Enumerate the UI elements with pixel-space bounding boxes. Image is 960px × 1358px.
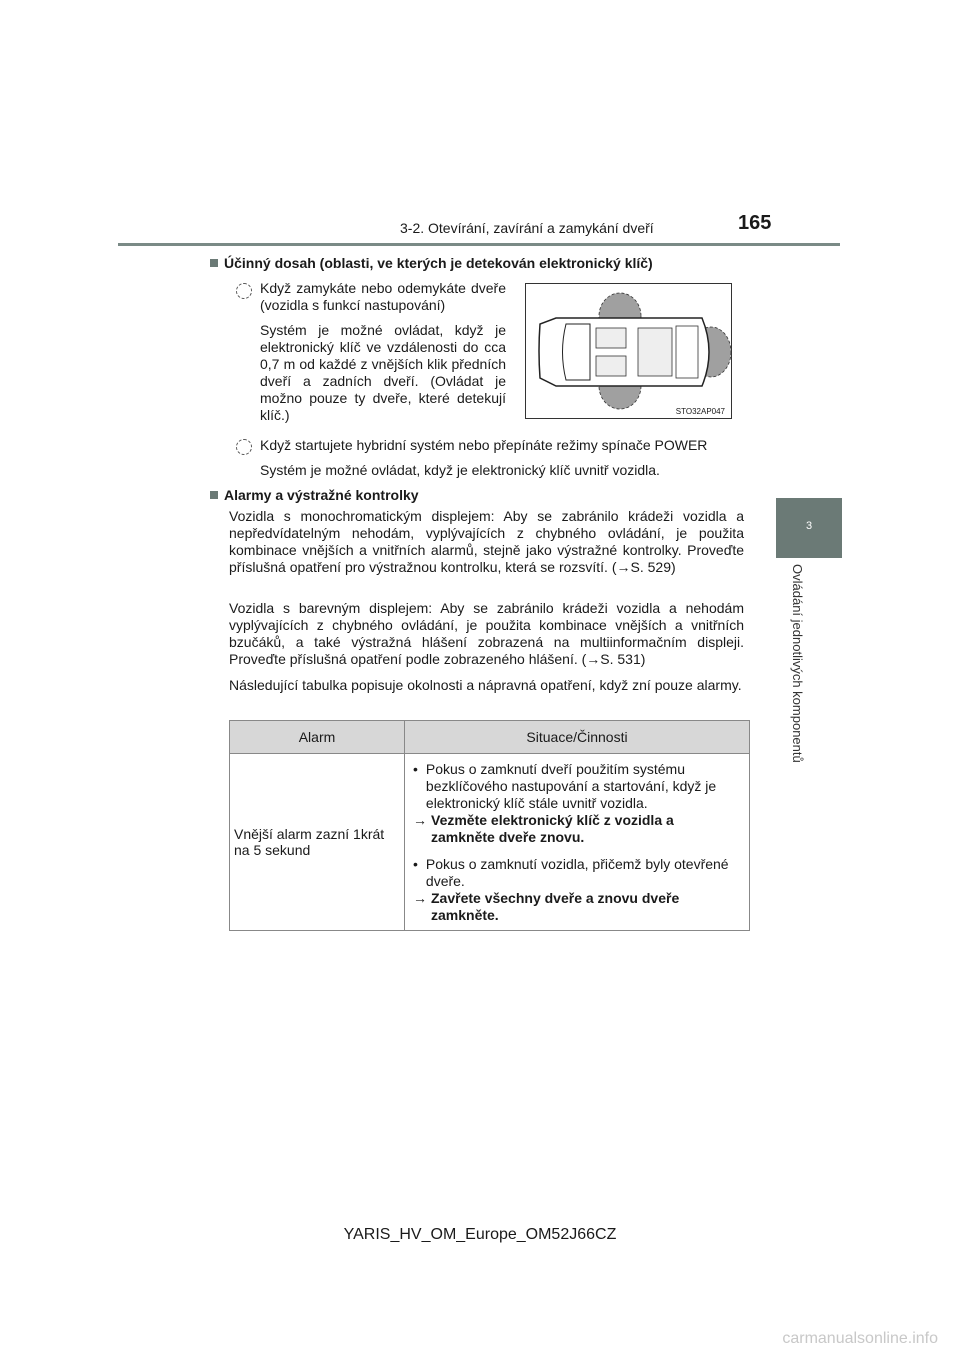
square-bullet-icon	[210, 491, 218, 499]
front-seat-left	[596, 328, 626, 348]
action-text: Zavřete všechny dveře a znovu dveře zamkněte.	[431, 889, 680, 923]
paragraph: Vozidla s barevným displejem: Aby se zabránilo krádeži vozidla a nehodám vyplývajících z chybného ovládání, je použita kombinace vnějších a vnitřních bzučáků, a také výstražná hlášení zobrazená na multiinformačním displeji. Proveďte příslušná opatření podle zobrazeného hlášení. (→S. 531)	[229, 600, 744, 667]
section-heading-text: Alarmy a výstražné kontrolky	[224, 487, 419, 503]
section-header: 3-2. Otevírání, zavírání a zamykání dveří	[400, 220, 654, 236]
bullet-text: Pokus o zamknutí dveří použitím systému bezklíčového nastupování a startování, když je elektronický klíč stále uvnitř vozidla.	[425, 760, 717, 811]
bullet-text: Pokus o zamknutí vozidla, přičemž byly otevřené dveře.	[425, 855, 729, 889]
section-heading-text: Účinný dosah (oblasti, ve kterých je detekován elektronický klíč)	[224, 255, 653, 271]
paragraph: Následující tabulka popisuje okolnosti a nápravná opatření, když zní pouze alarmy.	[229, 677, 742, 693]
item-text: Systém je možné ovládat, když je elektronický klíč uvnitř vozidla.	[260, 462, 660, 478]
arrow-icon: →	[413, 889, 427, 906]
action-line	[413, 812, 739, 846]
item-title: Když zamykáte nebo odemykáte dveře (vozidla s funkcí nastupování)	[260, 280, 506, 313]
car-top-view-diagram	[526, 284, 731, 418]
dashed-circle-icon	[236, 283, 252, 299]
section-heading-alarms	[210, 487, 419, 503]
bullet: •	[413, 855, 418, 872]
dashed-circle-icon	[236, 439, 252, 455]
chapter-tab-number: 3	[776, 498, 842, 558]
page-number: 165	[738, 212, 772, 234]
square-bullet-icon	[210, 259, 218, 267]
column-header-situation: Situace/Činnosti	[405, 721, 750, 754]
arrow-icon: →	[413, 811, 427, 828]
watermark: carmanualsonline.info	[782, 1330, 938, 1347]
column-header-alarm: Alarm	[230, 721, 405, 754]
key-range-figure	[525, 283, 732, 419]
action-text: Vezměte elektronický klíč z vozidla a zamkněte dveře znovu.	[431, 811, 674, 845]
rear-seat	[638, 328, 672, 376]
alarm-cell: Vnější alarm zazní 1krát na 5 sekund	[230, 754, 405, 931]
figure-label: STO32AP047	[675, 407, 725, 416]
table-header-row	[230, 721, 750, 754]
item-text: Systém je možné ovládat, když je elektronický klíč ve vzdálenosti do cca 0,7 m od každé z vnějších klik předních dveří a zadních dveří. (Ovládat je možno pouze ty dveře, které detekují klíč.)	[260, 322, 506, 423]
table-row	[230, 754, 750, 931]
document-footer: YARIS_HV_OM_Europe_OM52J66CZ	[343, 1226, 617, 1243]
situation-cell	[405, 754, 750, 931]
item-title: Když startujete hybridní systém nebo přepínáte režimy spínače POWER	[260, 437, 708, 453]
section-heading-range	[210, 255, 653, 271]
chapter-tab-title: Ovládání jednotlivých komponentů	[790, 564, 805, 763]
list-item	[413, 761, 739, 812]
action-line	[413, 890, 739, 924]
windshield	[563, 324, 591, 380]
front-seat-right	[596, 356, 626, 376]
bullet: •	[413, 760, 418, 777]
alarm-table	[229, 720, 750, 931]
paragraph: Vozidla s monochromatickým displejem: Aby se zabránilo krádeži vozidla a nepředvídatelným nehodám, vyplývajících z chybného ovládání, je použita kombinace vnějších a vnitřních alarmů, stejně jako výstražné kontrolky. Proveďte příslušná opatření pro výstražnou kontrolku, která se rozsvítí. (→S. 529)	[229, 508, 744, 575]
rear-window	[676, 326, 698, 378]
chapter-tab	[776, 560, 842, 810]
header-divider	[118, 243, 840, 246]
list-item	[413, 856, 739, 890]
